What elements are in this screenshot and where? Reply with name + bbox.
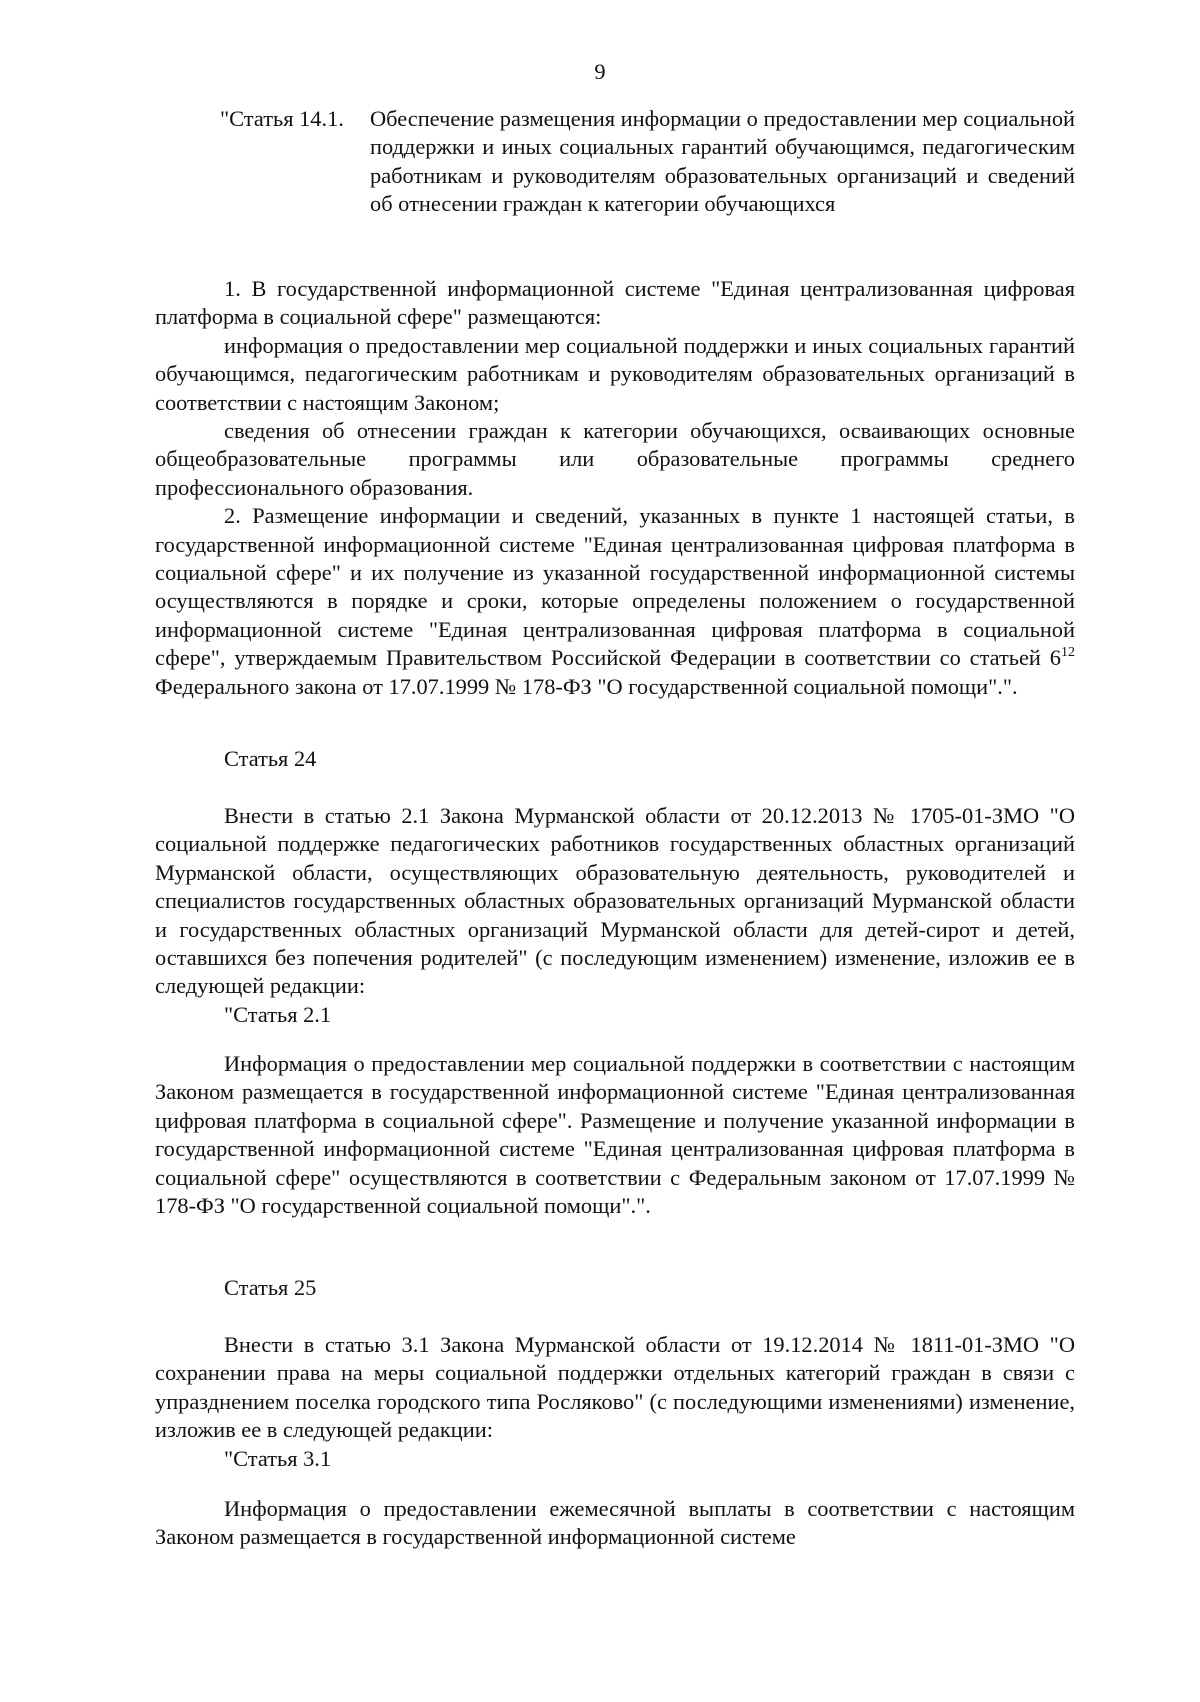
paragraph-2-text: 2. Размещение информации и сведений, указанных в пункте 1 настоящей статьи, в государственной информационной системе "Единая централизованная цифровая платформа в социальной сфере" и их получение из указанной государственной информационной системы осуществляются в порядке и сроки, которые определены положением о государственной информационной системе "Единая централизованная цифровая платформа в социальной сфере", утверждаемым Правительством Российской Федерации в соответствии со статьей 6	[155, 503, 1075, 671]
article-14-1-title: Обеспечение размещения информации о предоставлении мер социальной поддержки и иных социальных гарантий обучающимся, педагогическим работникам и руководителям образовательных организаций и сведений об отнесении граждан к категории обучающихся	[370, 106, 1075, 217]
article-24	[155, 745, 1075, 773]
article-25-content	[155, 1331, 1075, 1473]
article-2-1-heading: "Статья 2.1	[224, 1001, 332, 1027]
article-2-1-body: Информация о предоставлении мер социальной поддержки в соответствии с настоящим Законом размещается в государственной информационной системе "Единая централизованная цифровая платформа в социальной сфере". Размещение и получение указанной информации в государственной информационной системе "Единая централизованная цифровая платформа в социальной сфере" осуществляются в соответствии с Федеральным законом от 17.07.1999 № 178-ФЗ "О государственной социальной помощи".".	[155, 1051, 1075, 1219]
article-24-content	[155, 802, 1075, 1029]
page-number: 9	[594, 59, 606, 84]
article-25-intro: Внести в статью 3.1 Закона Мурманской области от 19.12.2014 № 1811-01-ЗМО "О сохранении права на меры социальной поддержки отдельных категорий граждан в связи с упразднением поселка городского типа Росляково" (с последующими изменениями) изменение, изложив ее в следующей редакции:	[155, 1332, 1075, 1443]
article-3-1-body-block	[155, 1495, 1075, 1552]
article-25-heading: Статья 25	[224, 1275, 317, 1300]
article-14-1-body	[155, 275, 1075, 701]
paragraph-2	[155, 502, 1075, 701]
paragraph-2-text-end: Федерального закона от 17.07.1999 № 178-ФЗ "О государственной социальной помощи".".	[155, 673, 1018, 699]
paragraph-1b: сведения об отнесении граждан к категории обучающихся, осваивающих основные общеобразовательные программы или образовательные программы среднего профессионального образования.	[155, 418, 1075, 500]
article-24-heading: Статья 24	[224, 746, 317, 771]
paragraph-1a: информация о предоставлении мер социальной поддержки и иных социальных гарантий обучающимся, педагогическим работникам и руководителям образовательных организаций в соответствии с настоящим Законом;	[155, 332, 1075, 415]
article-25	[155, 1274, 1075, 1302]
paragraph-1: 1. В государственной информационной системе "Единая централизованная цифровая платформа в социальной сфере" размещаются:	[155, 276, 1075, 330]
article-2-1-body-block	[155, 1050, 1075, 1220]
paragraph-2-superscript: 12	[1061, 645, 1075, 661]
article-3-1-heading: "Статья 3.1	[224, 1445, 332, 1471]
article-14-1-heading	[220, 105, 1075, 219]
article-14-1-label: "Статья 14.1.	[220, 106, 344, 131]
article-24-intro: Внести в статью 2.1 Закона Мурманской области от 20.12.2013 № 1705-01-ЗМО "О социальной поддержке педагогических работников государственных областных организаций Мурманской области, осуществляющих образовательную деятельность, руководителей и специалистов государственных областных образовательных организаций Мурманской области и государственных областных организаций Мурманской области для детей-сирот и детей, оставшихся без попечения родителей" (с последующим изменением) изменение, изложив ее в следующей редакции:	[155, 803, 1075, 999]
article-3-1-body: Информация о предоставлении ежемесячной выплаты в соответствии с настоящим Законом размещается в государственной информационной системе	[155, 1496, 1075, 1550]
